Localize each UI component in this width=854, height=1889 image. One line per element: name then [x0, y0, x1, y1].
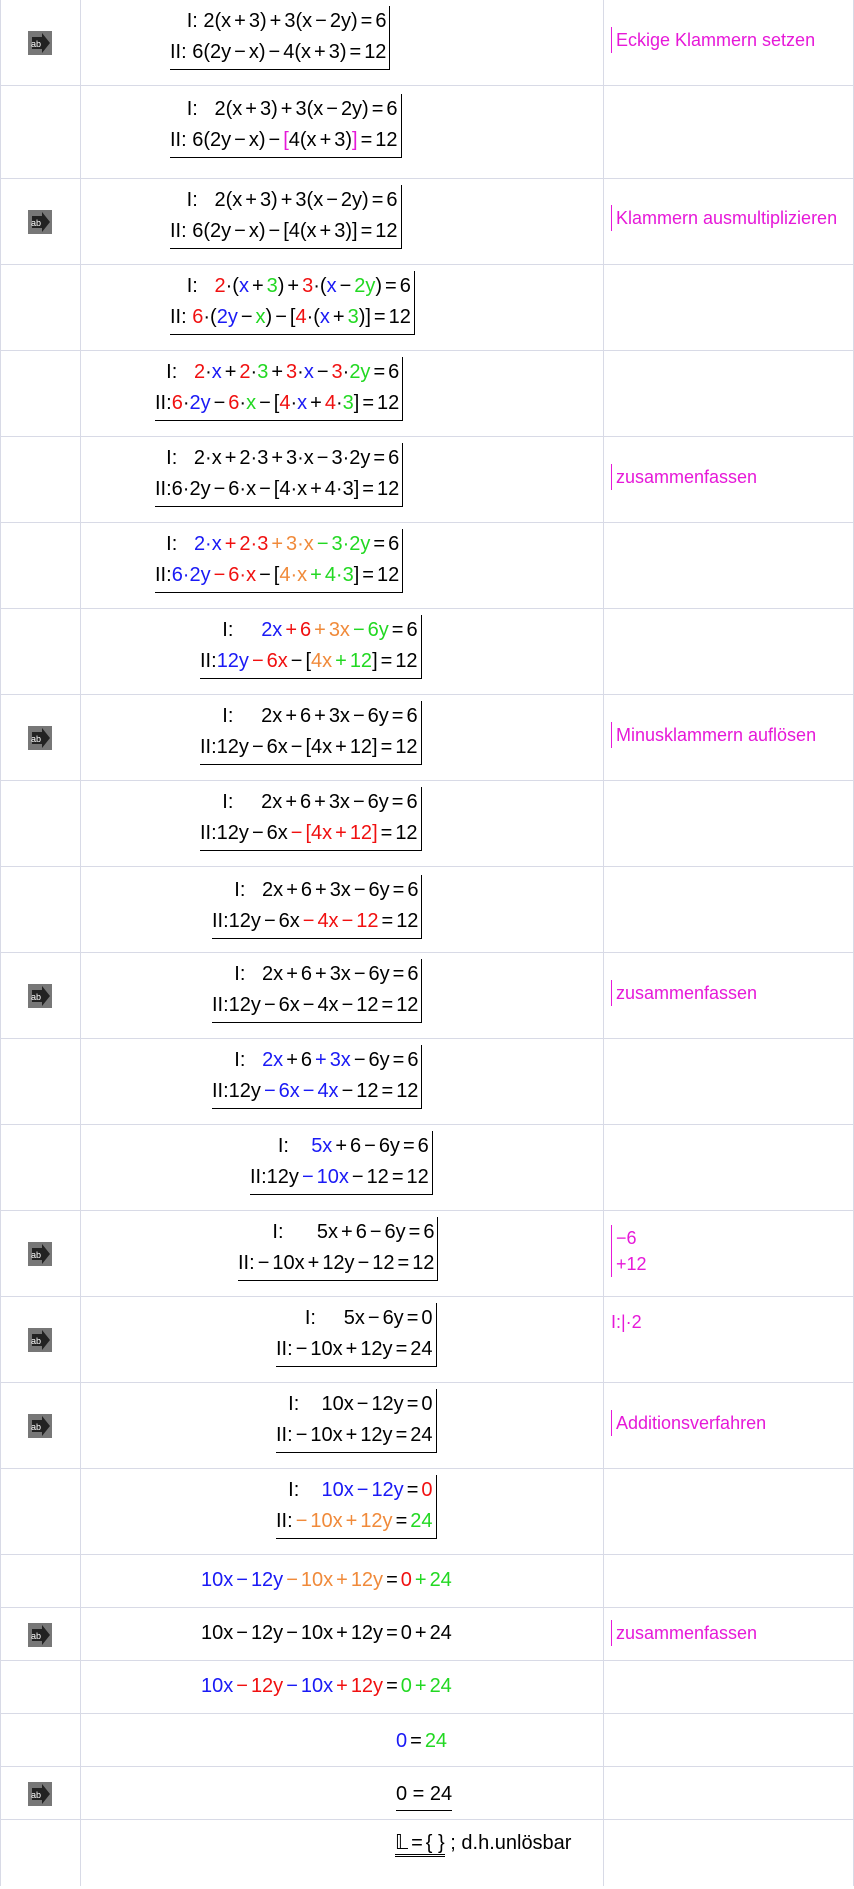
table-row [0, 1211, 854, 1297]
mathcad-arrow-icon[interactable] [28, 210, 52, 234]
equation-system: I: 10x − 12y = 0 II: − 10x + 12y = 24 [276, 1475, 437, 1539]
equation: 10x − 12y − 10x + 12y = 0 + 24 [201, 1569, 452, 1591]
mathcad-arrow-icon[interactable] [28, 1242, 52, 1266]
mathcad-arrow-icon[interactable] [28, 1782, 52, 1806]
table-row [0, 86, 854, 179]
equation-system: I: 2x + 6 + 3x − 6y = 6 II:12y − 6x − 4x − 12 = 12 [212, 875, 422, 939]
svg-text:ab: ab [31, 39, 42, 49]
table-row [0, 1555, 854, 1608]
equation-system: I: 2(x + 3) + 3(x − 2y) = 6 II: 6(2y − x) − 4(x + 3) = 12 [170, 6, 390, 70]
table-row [0, 781, 854, 867]
mathcad-arrow-icon[interactable] [28, 984, 52, 1008]
equation-system: I: 2·x + 2·3 + 3·x − 3·2y = 6 II:6·2y − 6·x − [4·x + 4·3] = 12 [155, 443, 403, 507]
equation-system: I: 2x + 6 + 3x − 6y = 6 II:12y − 6x − [4x + 12] = 12 [200, 615, 422, 679]
table-row [0, 1661, 854, 1714]
equation: 10x − 12y − 10x + 12y = 0 + 24 [201, 1622, 452, 1644]
table-row [0, 265, 854, 351]
equation-system: I: 2(x + 3) + 3(x − 2y) = 6 II: 6(2y − x) − [4(x + 3)] = 12 [170, 94, 402, 158]
table-row [0, 867, 854, 953]
equation-system: I: 2x + 6 + 3x − 6y = 6 II:12y − 6x − [4x + 12] = 12 [200, 787, 422, 851]
table-row [0, 1608, 854, 1661]
svg-text:ab: ab [31, 1422, 42, 1432]
step-note: zusammenfassen [611, 1620, 757, 1646]
table-row [0, 0, 854, 86]
step-note: Klammern ausmultiplizieren [611, 205, 837, 231]
solution-set: 𝕃 = { } ; d.h.unlösbar [395, 1828, 571, 1859]
step-note: Minusklammern auflösen [611, 722, 816, 748]
table-row [0, 1820, 854, 1886]
svg-text:ab: ab [31, 734, 42, 744]
svg-text:ab: ab [31, 218, 42, 228]
table-row [0, 1714, 854, 1767]
table-row [0, 1125, 854, 1211]
table-row [0, 1039, 854, 1125]
equation-system: I: 2x + 6 + 3x − 6y = 6 II:12y − 6x − 4x − 12 = 12 [212, 959, 422, 1023]
step-note: −6 +12 [611, 1225, 647, 1277]
mathcad-arrow-icon[interactable] [28, 1414, 52, 1438]
equation-system: I: 2·x + 2·3 + 3·x − 3·2y = 6 II:6·2y − 6·x − [4·x + 4·3] = 12 [155, 357, 403, 421]
equation: 0 = 24 [396, 1730, 448, 1752]
table-row [0, 695, 854, 781]
svg-text:ab: ab [31, 1250, 42, 1260]
table-row [0, 609, 854, 695]
table-row [0, 351, 854, 437]
table-row [0, 953, 854, 1039]
final-equation: 0 = 24 [396, 1779, 452, 1811]
svg-text:ab: ab [31, 992, 42, 1002]
table-row [0, 437, 854, 523]
table-row [0, 1469, 854, 1555]
equation-system: I: 2x + 6 + 3x − 6y = 6 II:12y − 6x − [4x + 12] = 12 [200, 701, 422, 765]
equation-system: I: 2x + 6 + 3x − 6y = 6 II:12y − 6x − 4x − 12 = 12 [212, 1045, 422, 1109]
equation-system: I: 5x + 6 − 6y = 6 II:12y − 10x − 12 = 12 [250, 1131, 433, 1195]
svg-text:ab: ab [31, 1336, 42, 1346]
step-note: zusammenfassen [611, 980, 757, 1006]
table-row [0, 1383, 854, 1469]
equation-system: I: 5x − 6y = 0 II: − 10x + 12y = 24 [276, 1303, 437, 1367]
table-row [0, 179, 854, 265]
step-note: I:|·2 [611, 1312, 642, 1332]
mathcad-arrow-icon[interactable] [28, 726, 52, 750]
equation-system: I: 2·x + 2·3 + 3·x − 3·2y = 6 II:6·2y − 6·x − [4·x + 4·3] = 12 [155, 529, 403, 593]
mathcad-arrow-icon[interactable] [28, 1623, 52, 1647]
table-row [0, 1297, 854, 1383]
equation-system: I: 10x − 12y = 0 II: − 10x + 12y = 24 [276, 1389, 437, 1453]
step-note: Additionsverfahren [611, 1410, 766, 1436]
table-row [0, 1767, 854, 1820]
equation: 10x − 12y − 10x + 12y = 0 + 24 [201, 1675, 452, 1697]
mathcad-arrow-icon[interactable] [28, 31, 52, 55]
table-row [0, 523, 854, 609]
step-note: zusammenfassen [611, 464, 757, 490]
equation-system: I: 2·(x + 3) + 3·(x − 2y) = 6 II: 6·(2y − x) − [4·(x + 3)] = 12 [170, 271, 415, 335]
svg-text:ab: ab [31, 1631, 42, 1641]
svg-text:ab: ab [31, 1790, 42, 1800]
equation-system: I: 2(x + 3) + 3(x − 2y) = 6 II: 6(2y − x) − [4(x + 3)] = 12 [170, 185, 402, 249]
step-note: Eckige Klammern setzen [611, 27, 815, 53]
equation-system: I: 5x + 6 − 6y = 6 II: − 10x + 12y − 12 = 12 [238, 1217, 438, 1281]
mathcad-arrow-icon[interactable] [28, 1328, 52, 1352]
